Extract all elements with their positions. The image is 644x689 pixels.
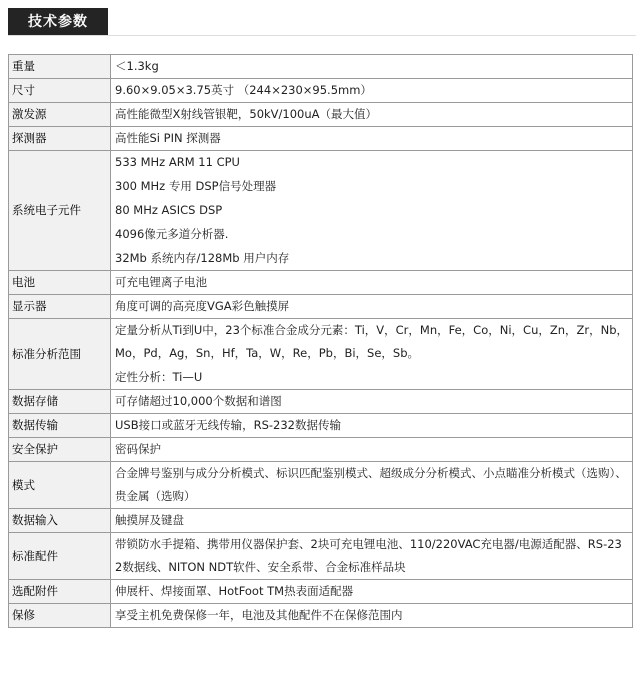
spec-value-line: 享受主机免费保修一年，电池及其他配件不在保修范围内 — [115, 608, 403, 622]
spec-label: 激发源 — [9, 103, 111, 127]
section-title: 技术参数 — [28, 14, 88, 30]
spec-label: 保修 — [9, 604, 111, 628]
spec-value-line: 密码保护 — [115, 442, 161, 456]
spec-row — [9, 151, 633, 271]
spec-row — [9, 271, 633, 295]
spec-label: 数据存储 — [9, 390, 111, 414]
spec-label: 重量 — [9, 55, 111, 79]
spec-label: 电池 — [9, 271, 111, 295]
header-divider — [8, 35, 636, 36]
spec-row — [9, 79, 633, 103]
spec-row — [9, 319, 633, 390]
spec-label: 探测器 — [9, 127, 111, 151]
spec-value-line: 定量分析从Ti到U中，23个标准合金成分元素：Ti，V，Cr，Mn，Fe，Co，Ni，Cu，Zn，Zr，Nb，Mo，Pd，Ag，Sn，Hf，Ta，W，Re，Pb，Bi，Se，Sb。 — [115, 323, 629, 360]
spec-label: 尺寸 — [9, 79, 111, 103]
spec-value — [111, 103, 633, 127]
spec-value-line: 9.60×9.05×3.75英寸 （244×230×95.5mm） — [115, 83, 372, 97]
spec-value — [111, 462, 633, 509]
spec-label: 系统电子元件 — [9, 151, 111, 271]
spec-label: 数据传输 — [9, 414, 111, 438]
spec-value-line: ＜1.3kg — [115, 59, 159, 73]
spec-row — [9, 55, 633, 79]
spec-value-line: 带锁防水手提箱、携带用仪器保护套、2块可充电锂电池、110/220VAC充电器/电源适配器、RS-232数据线、NITON NDT软件、安全系带、合金标准样品块 — [115, 537, 622, 574]
spec-value — [111, 55, 633, 79]
spec-row — [9, 462, 633, 509]
spec-value — [111, 438, 633, 462]
spec-value-line: 可存储超过10,000个数据和谱图 — [115, 394, 282, 408]
spec-value — [111, 390, 633, 414]
spec-value-line: USB接口或蓝牙无线传输，RS-232数据传输 — [115, 418, 341, 432]
spec-value — [111, 604, 633, 628]
spec-label: 显示器 — [9, 295, 111, 319]
spec-row — [9, 580, 633, 604]
spec-table — [8, 54, 633, 628]
spec-value-line: 触摸屏及键盘 — [115, 513, 184, 527]
spec-row — [9, 438, 633, 462]
spec-value-line: 4096像元多道分析器. — [115, 227, 229, 241]
spec-table-body — [9, 55, 633, 628]
spec-value-line: 533 MHz ARM 11 CPU — [115, 155, 240, 169]
spec-label: 标准分析范围 — [9, 319, 111, 390]
spec-value — [111, 127, 633, 151]
spec-value — [111, 271, 633, 295]
spec-value — [111, 295, 633, 319]
spec-row — [9, 509, 633, 533]
spec-value-line: 伸展杆、焊接面罩、HotFoot TM热表面适配器 — [115, 584, 354, 598]
spec-label: 数据输入 — [9, 509, 111, 533]
spec-label: 标准配件 — [9, 533, 111, 580]
spec-value — [111, 414, 633, 438]
spec-value-line: 高性能Si PIN 探测器 — [115, 131, 221, 145]
spec-value-line: 角度可调的高亮度VGA彩色触摸屏 — [115, 299, 290, 313]
spec-value-line: 300 MHz 专用 DSP信号处理器 — [115, 179, 277, 193]
spec-label: 选配附件 — [9, 580, 111, 604]
spec-row — [9, 127, 633, 151]
spec-row — [9, 414, 633, 438]
spec-row — [9, 390, 633, 414]
spec-row — [9, 533, 633, 580]
spec-value-line: 合金牌号鉴别与成分分析模式、标识匹配鉴别模式、超级成分分析模式、小点瞄准分析模式（选购）、贵金属（选购） — [115, 466, 627, 503]
spec-row — [9, 103, 633, 127]
spec-label: 安全保护 — [9, 438, 111, 462]
spec-value-line: 80 MHz ASICS DSP — [115, 203, 223, 217]
spec-value — [111, 79, 633, 103]
spec-row — [9, 295, 633, 319]
spec-row — [9, 604, 633, 628]
spec-value — [111, 151, 633, 271]
spec-label: 模式 — [9, 462, 111, 509]
spec-value-line: 定性分析：Ti—U — [115, 370, 203, 384]
spec-value — [111, 580, 633, 604]
spec-value — [111, 509, 633, 533]
spec-value — [111, 533, 633, 580]
spec-value-line: 32Mb 系统内存/128Mb 用户内存 — [115, 251, 290, 265]
section-title-tab — [8, 8, 108, 36]
spec-value-line: 可充电锂离子电池 — [115, 275, 207, 289]
spec-value-line: 高性能微型X射线管银靶，50kV/100uA（最大值） — [115, 107, 378, 121]
spec-value — [111, 319, 633, 390]
